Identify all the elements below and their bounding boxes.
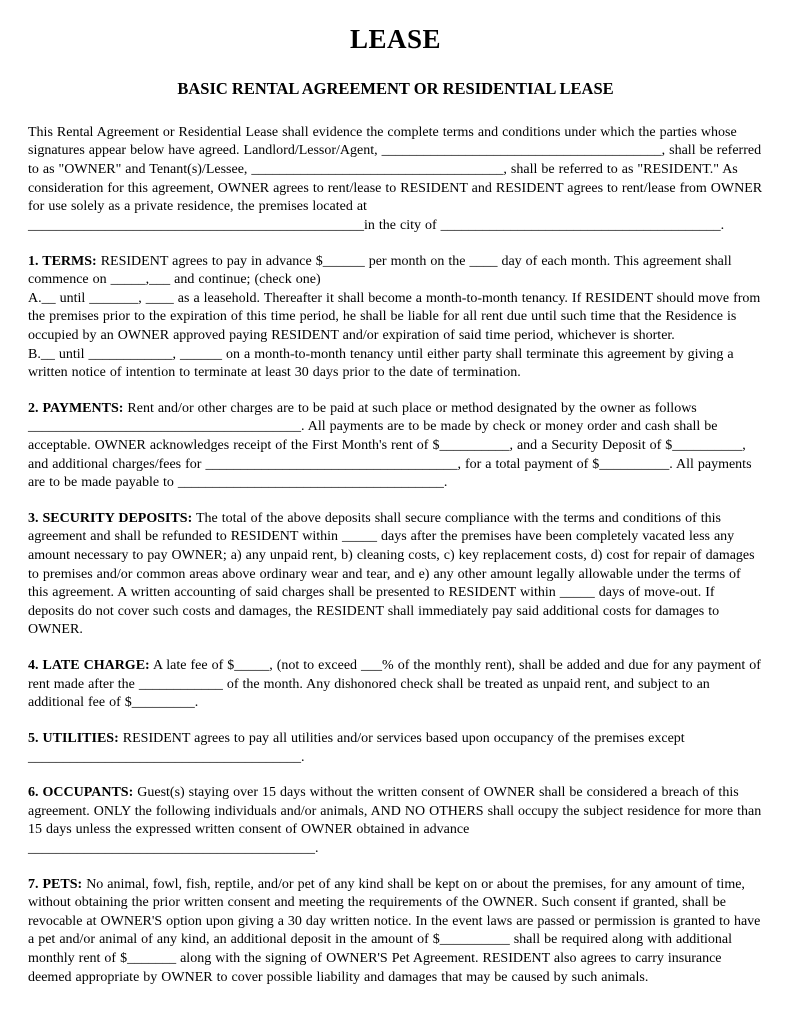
section-occupants [28,784,763,858]
section-payments-label: 2. PAYMENTS: [28,400,124,416]
section-terms [28,253,763,383]
section-late-charge [28,657,763,713]
document-title: LEASE [349,24,442,54]
section-payments [28,400,763,493]
section-late-charge-label: 4. LATE CHARGE: [28,658,150,674]
section-occupants-label: 6. OCCUPANTS: [28,785,134,801]
document-subtitle: BASIC RENTAL AGREEMENT OR RESIDENTIAL LEASE [177,78,614,98]
section-security-deposits [28,510,763,640]
section-security-deposits-body: The total of the above deposits shall secure compliance with the terms and conditions of this agreement and shall be refunded to RESIDENT within _____ days after the premises have been completely vacated less any amount necessary to pay OWNER; a) any unpaid rent, b) cleaning costs, c) key replacement costs, d) cost for repair of damages to premises and/or common areas above ordinary wear and tear, and e) any other amount legally allowable under the terms of this agreement. A written accounting of said charges shall be presented to RESIDENT within _____ days of move-out. If deposits do not cover such costs and damages, the RESIDENT shall immediately pay said additional costs for damages to OWNER. [28,510,755,638]
section-pets [28,876,763,988]
section-utilities [28,730,763,767]
section-security-deposits-label: 3. SECURITY DEPOSITS: [28,510,193,526]
section-late-charge-body: A late fee of $_____, (not to exceed ___% of the monthly rent), shall be added and due for any payment of rent made after the ____________ of the month. Any dishonored check shall be treated as unpaid rent, and subject to an additional fee of $_________. [28,658,761,711]
section-terms-label: 1. TERMS: [28,253,97,269]
section-payments-body: Rent and/or other charges are to be paid at such place or method designated by the owner as follows _______________________________________. All payments are to be made by check or money order and cash shall be acceptable. OWNER acknowledges receipt of the First Month's rent of $__________, and a Security Deposit of $__________, and additional charges/fees for ____________________________________, for a total payment of $__________. All payments are to be made payable to ______________________________________. [28,400,752,491]
section-pets-label: 7. PETS: [28,876,83,892]
section-pets-body: No animal, fowl, fish, reptile, and/or pet of any kind shall be kept on or about the premises, for any amount of time, without obtaining the prior written consent and meeting the requirements of the OWNER. Such consent if granted, shall be revocable at OWNER'S option upon giving a 30 day written notice. In the event laws are passed or permission is granted to have a pet and/or animal of any kind, an additional deposit in the amount of $__________ shall be required along with additional monthly rent of $_______ along with the signing of OWNER'S Pet Agreement. RESIDENT also agrees to carry insurance deemed appropriate by OWNER to cover possible liability and damages that may be caused by such animals. [28,876,761,985]
section-occupants-body: Guest(s) staying over 15 days without the written consent of OWNER shall be considered a breach of this agreement. ONLY the following individuals and/or animals, AND NO OTHERS shall occupy the subject residence for more than 15 days unless the expressed written consent of OWNER obtained in advance _________________________________________. [28,785,762,856]
section-terms-body: RESIDENT agrees to pay in advance $______ per month on the ____ day of each month. This agreement shall commence on _____,___ and continue; (check one) A.__ until _______, ____ as a leasehold. Thereafter it shall become a month-to-month tenancy. If RESIDENT should move from the premises prior to the expiration of this time period, he shall be liable for all rent due until such time that the Residence is occupied by an OWNER approved paying RESIDENT and/or expiration of said time period, whichever is shorter. B.__ until ____________, ______ on a month-to-month tenancy until either party shall terminate this agreement by giving a written notice of intention to terminate at least 30 days prior to the date of termination. [28,253,761,381]
intro-paragraph: This Rental Agreement or Residential Lease shall evidence the complete terms and conditions under which the parties whose signatures appear below have agreed. Landlord/Lessor/Agent, ________________________________________, shall be referred to as "OWNER" and Tenant(s)/Lessee, ____________________________________, shall be referred to as "RESIDENT." As consideration for this agreement, OWNER agrees to rent/lease to RESIDENT and RESIDENT agrees to rent/lease from OWNER for use solely as a private residence, the premises located at ________________________________________________in the city of ________________________________________. [28,124,763,233]
section-utilities-label: 5. UTILITIES: [28,730,119,746]
section-utilities-body: RESIDENT agrees to pay all utilities and/or services based upon occupancy of the premises except _______________________________________. [28,730,685,765]
